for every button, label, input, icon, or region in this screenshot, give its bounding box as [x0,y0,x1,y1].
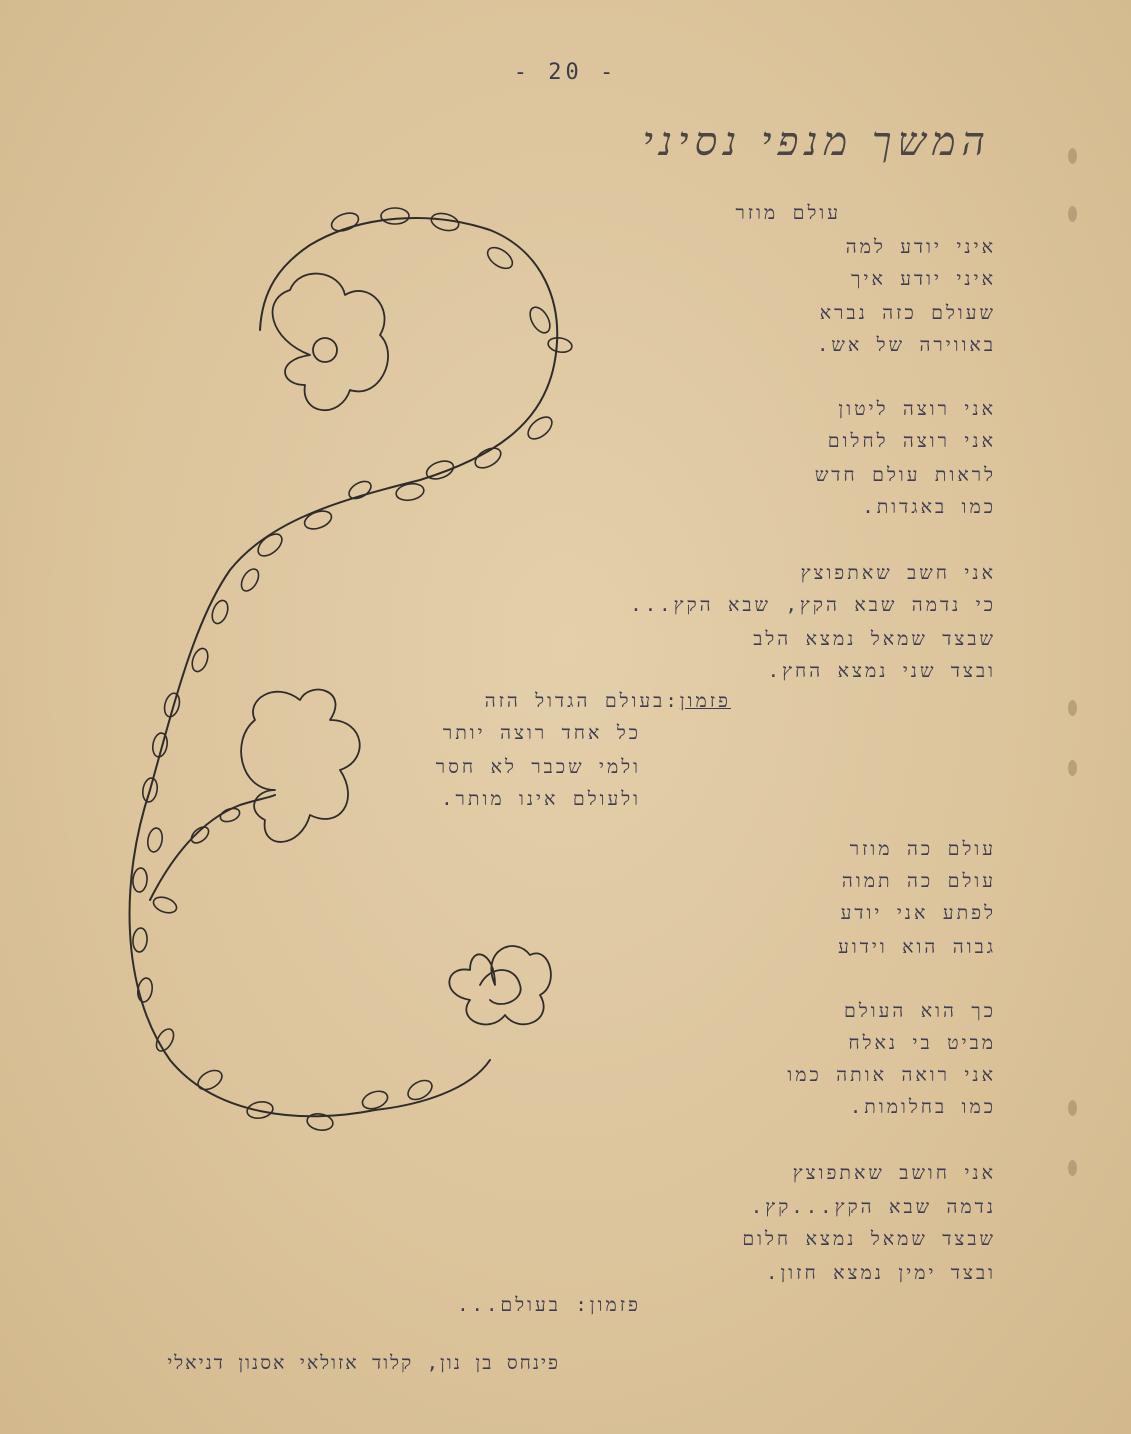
punch-hole [1068,148,1077,164]
refrain-repeat: פזמון: בעולם... [457,1294,641,1316]
stanza6-line: נדמה שבא הקץ...קץ. [750,1196,996,1218]
refrain-line [485,690,731,713]
stanza2-line: כמו באגדות. [862,496,996,518]
stanza4-line: גבוה הוא וידוע [838,936,996,958]
stanza1-line: שעולם כזה נברא [819,302,996,324]
refrain-text: :בעולם הגדול הזה [484,690,680,712]
stanza5-line: אני רואה אותה כמו [787,1064,996,1086]
stanza2-line: לראות עולם חדש [814,464,996,486]
stanza5-line: כך הוא העולם [844,1000,996,1022]
stanza4-line: עולם כה מוזר [849,838,996,860]
stanza1-line: עולם מוזר [735,202,841,224]
refrain-line: כל אחד רוצה יותר [442,722,641,744]
stanza3-line: שבצד שמאל נמצא הלב [753,628,996,650]
stanza3-line: אני חשב שאתפוצץ [800,562,996,584]
punch-hole [1068,700,1077,716]
stanza1-line: באווירה של אש. [816,334,996,356]
stanza3-line: כי נדמה שבא הקץ, שבא הקץ... [630,594,996,616]
refrain-label: פזמון [679,690,731,712]
stanza6-line: ובצד ימין נמצא חזון. [766,1262,996,1284]
stanza2-line: אני רוצה ליטון [838,398,996,420]
page-number: - 20 - [513,60,618,85]
punch-hole [1068,1100,1077,1116]
refrain-line: ולמי שכבר לא חסר [435,756,641,778]
stanza1-line: איני יודע איך [851,268,996,290]
stanza4-line: לפתע אני יודע [840,902,996,924]
punch-hole [1068,760,1077,776]
stanza6-line: שבצד שמאל נמצא חלום [742,1228,996,1250]
stanza6-line: אני חושב שאתפוצץ [792,1162,996,1184]
punch-hole [1068,1160,1077,1176]
stanza5-line: מביט בי נאלח [848,1032,996,1054]
punch-hole [1068,206,1077,222]
page-title: המשך מנפי נסיני [642,119,991,165]
refrain-line: ולעולם אינו מותר. [441,788,641,810]
stanza1-line: איני יודע למה [845,236,996,258]
stanza4-line: עולם כה תמוה [841,870,996,892]
credits: פינחס בן נון, קלוד אזולאי אסנון דניאלי [167,1352,560,1374]
stanza5-line: כמו בחלומות. [849,1096,996,1118]
stanza2-line: אני רוצה לחלום [827,430,996,452]
stanza3-line: ובצד שני נמצא החץ. [767,660,996,682]
